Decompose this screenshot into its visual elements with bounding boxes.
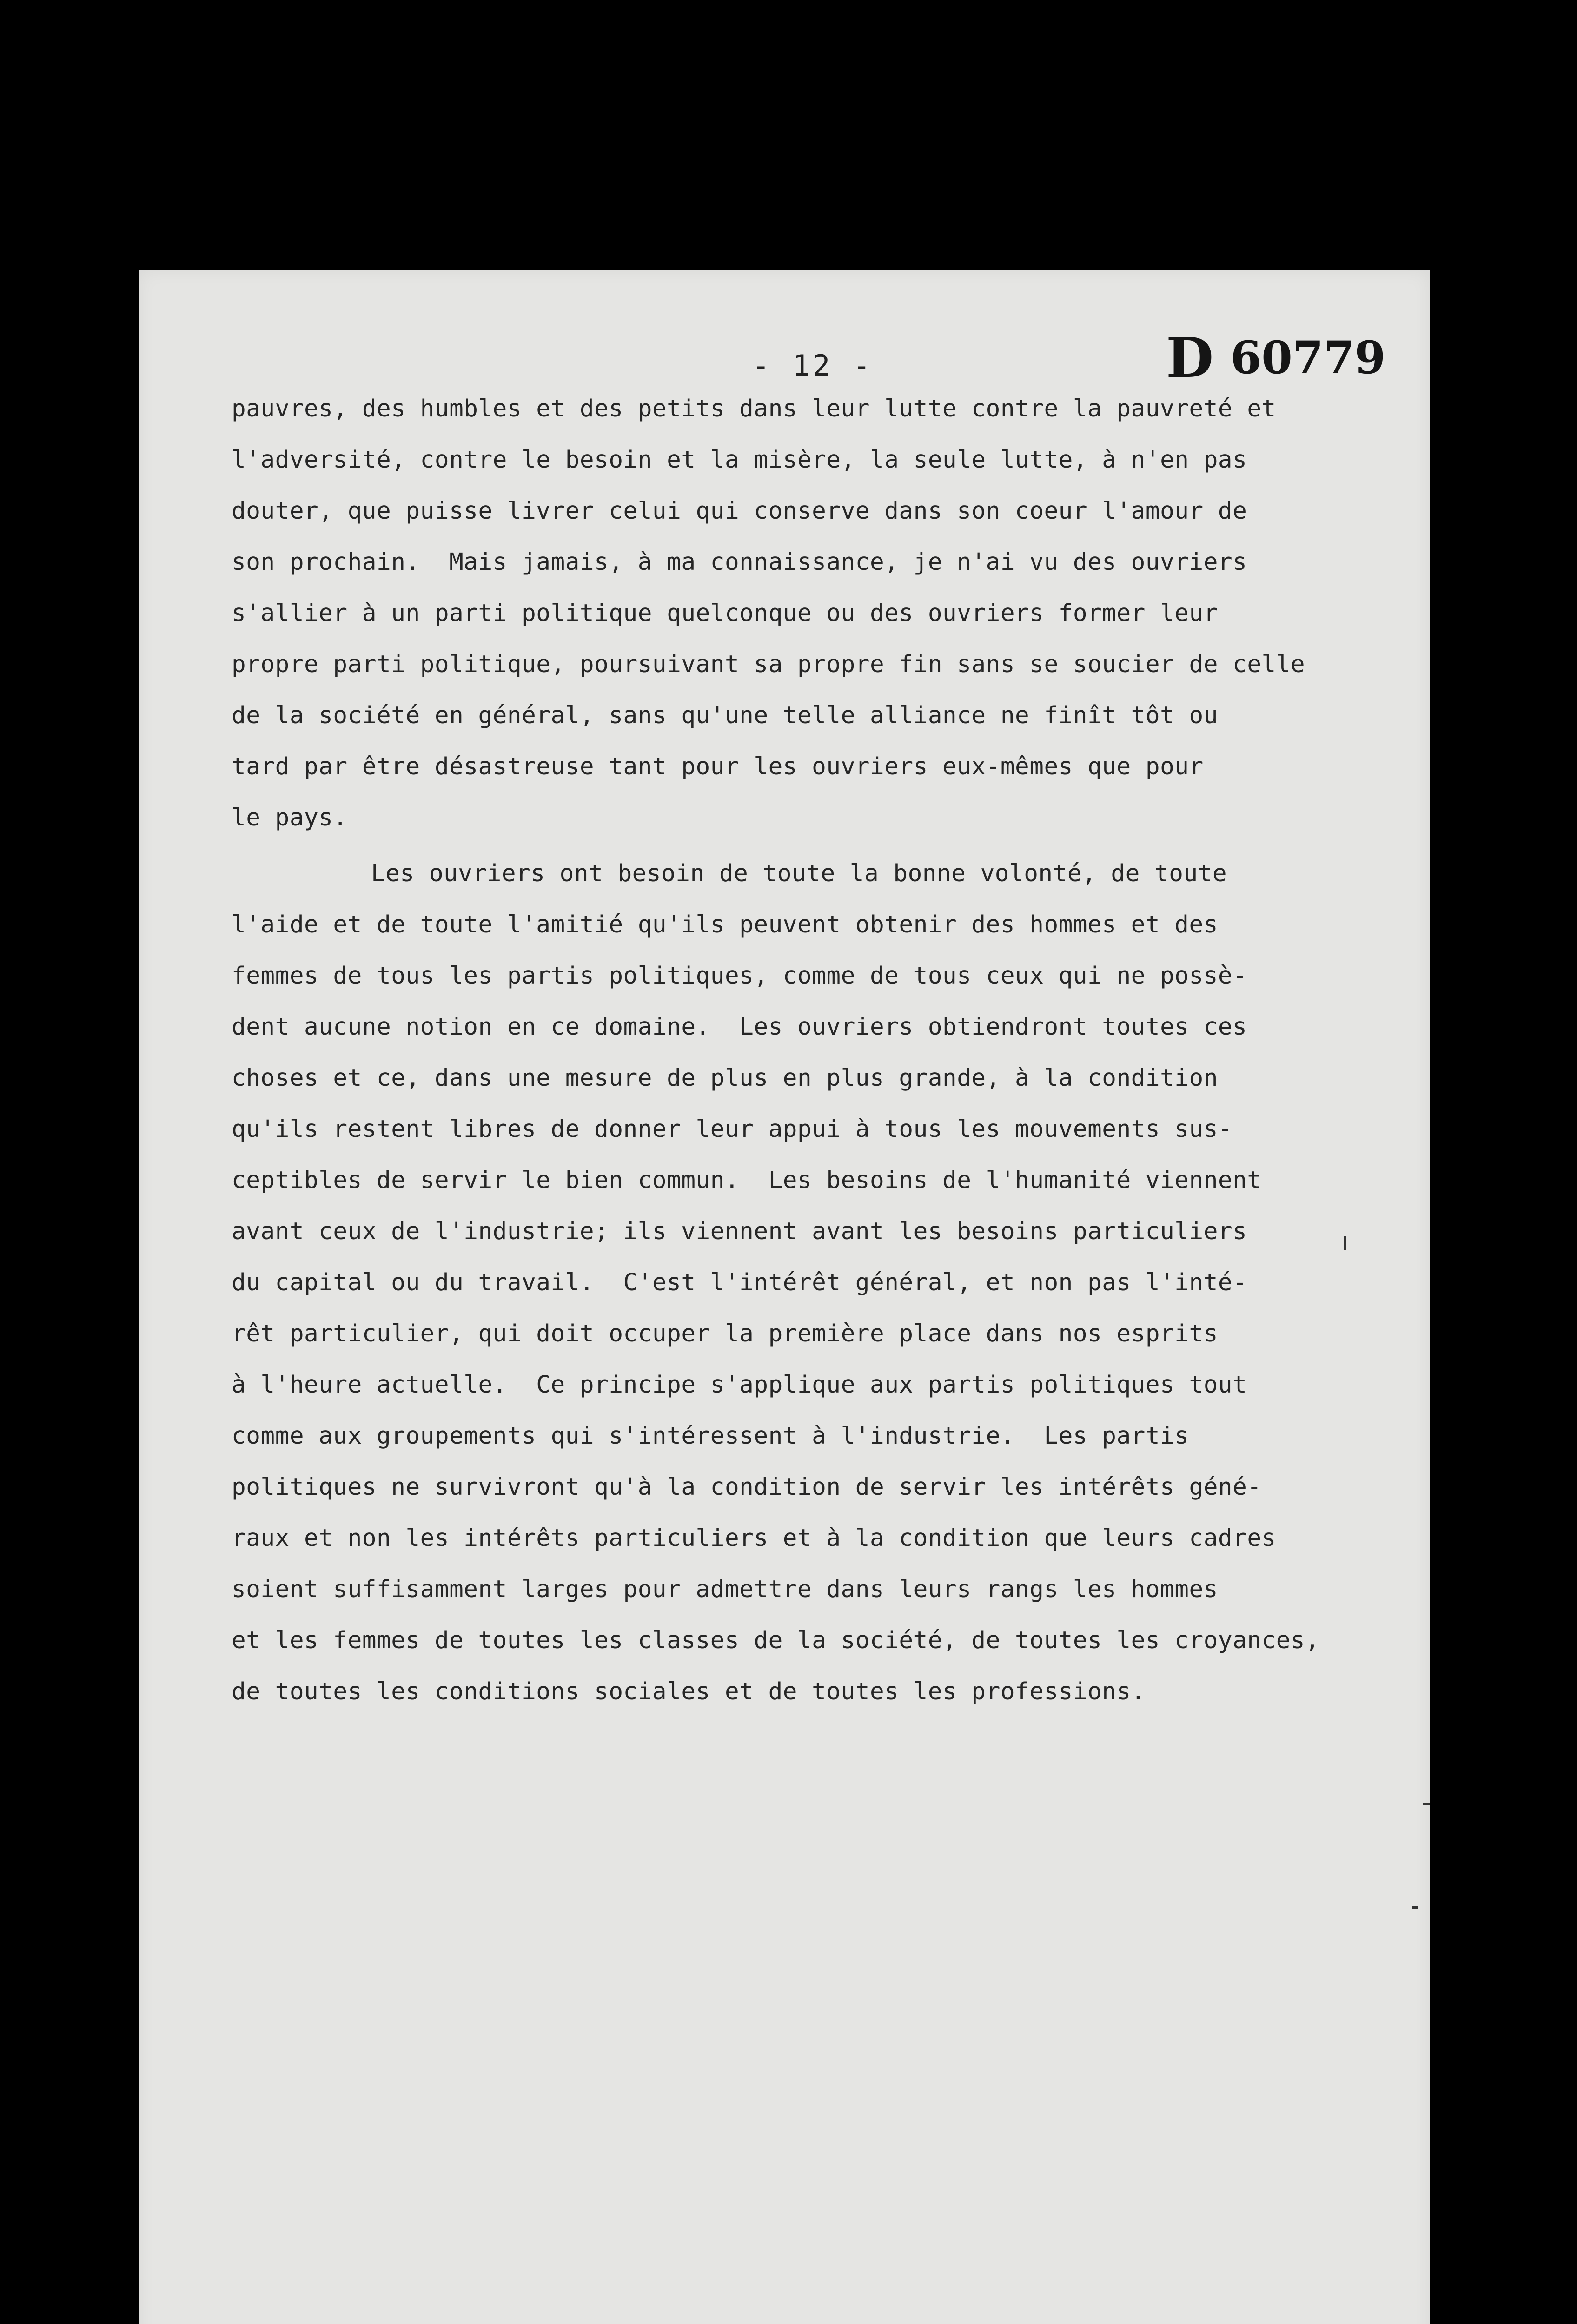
text-line: de toutes les conditions sociales et de toutes les professions. bbox=[232, 1678, 1146, 1705]
ink-speck bbox=[1412, 1906, 1418, 1909]
text-line: à l'heure actuelle. Ce principe s'applique aux partis politiques tout bbox=[232, 1371, 1247, 1399]
text-line: l'adversité, contre le besoin et la misère, la seule lutte, à n'en pas bbox=[232, 446, 1247, 474]
text-line: dent aucune notion en ce domaine. Les ouvriers obtiendront toutes ces bbox=[232, 1013, 1247, 1041]
text-line: soient suffisamment larges pour admettre dans leurs rangs les hommes bbox=[232, 1576, 1218, 1603]
text-line: qu'ils restent libres de donner leur appui à tous les mouvements sus- bbox=[232, 1116, 1233, 1143]
text-line: propre parti politique, poursuivant sa propre fin sans se soucier de celle bbox=[232, 651, 1305, 678]
text-line: douter, que puisse livrer celui qui conserve dans son coeur l'amour de bbox=[232, 497, 1247, 525]
text-line: son prochain. Mais jamais, à ma connaissance, je n'ai vu des ouvriers bbox=[232, 548, 1247, 576]
ink-speck bbox=[1344, 1236, 1346, 1250]
document-number: 60779 bbox=[1230, 331, 1386, 384]
document-page bbox=[139, 270, 1430, 2324]
text-line: et les femmes de toutes les classes de la société, de toutes les croyances, bbox=[232, 1627, 1320, 1654]
text-line: politiques ne survivront qu'à la condition de servir les intérêts géné- bbox=[232, 1473, 1262, 1501]
text-line: comme aux groupements qui s'intéressent à l'industrie. Les partis bbox=[232, 1422, 1189, 1450]
ink-speck bbox=[1423, 1803, 1430, 1805]
text-line: du capital ou du travail. C'est l'intérêt général, et non pas l'inté- bbox=[232, 1269, 1247, 1296]
document-id bbox=[1166, 325, 1385, 390]
text-line: raux et non les intérêts particuliers et à la condition que leurs cadres bbox=[232, 1525, 1276, 1552]
text-line: de la société en général, sans qu'une telle alliance ne finît tôt ou bbox=[232, 702, 1218, 729]
text-line: avant ceux de l'industrie; ils viennent avant les besoins particuliers bbox=[232, 1218, 1247, 1245]
page-number: - 12 - bbox=[752, 349, 873, 383]
text-line: rêt particulier, qui doit occuper la première place dans nos esprits bbox=[232, 1320, 1218, 1347]
text-line: pauvres, des humbles et des petits dans leur lutte contre la pauvreté et bbox=[232, 395, 1276, 423]
text-line: l'aide et de toute l'amitié qu'ils peuvent obtenir des hommes et des bbox=[232, 911, 1218, 938]
text-line: tard par être désastreuse tant pour les ouvriers eux-mêmes que pour bbox=[232, 753, 1204, 780]
text-line: le pays. bbox=[232, 804, 348, 832]
text-line: choses et ce, dans une mesure de plus en plus grande, à la condition bbox=[232, 1064, 1218, 1092]
document-letter: D bbox=[1166, 325, 1214, 390]
text-line: ceptibles de servir le bien commun. Les besoins de l'humanité viennent bbox=[232, 1167, 1262, 1194]
text-line: s'allier à un parti politique quelconque ou des ouvriers former leur bbox=[232, 600, 1218, 627]
text-line: femmes de tous les partis politiques, comme de tous ceux qui ne possè- bbox=[232, 962, 1247, 990]
text-line: Les ouvriers ont besoin de toute la bonne volonté, de toute bbox=[371, 860, 1227, 887]
